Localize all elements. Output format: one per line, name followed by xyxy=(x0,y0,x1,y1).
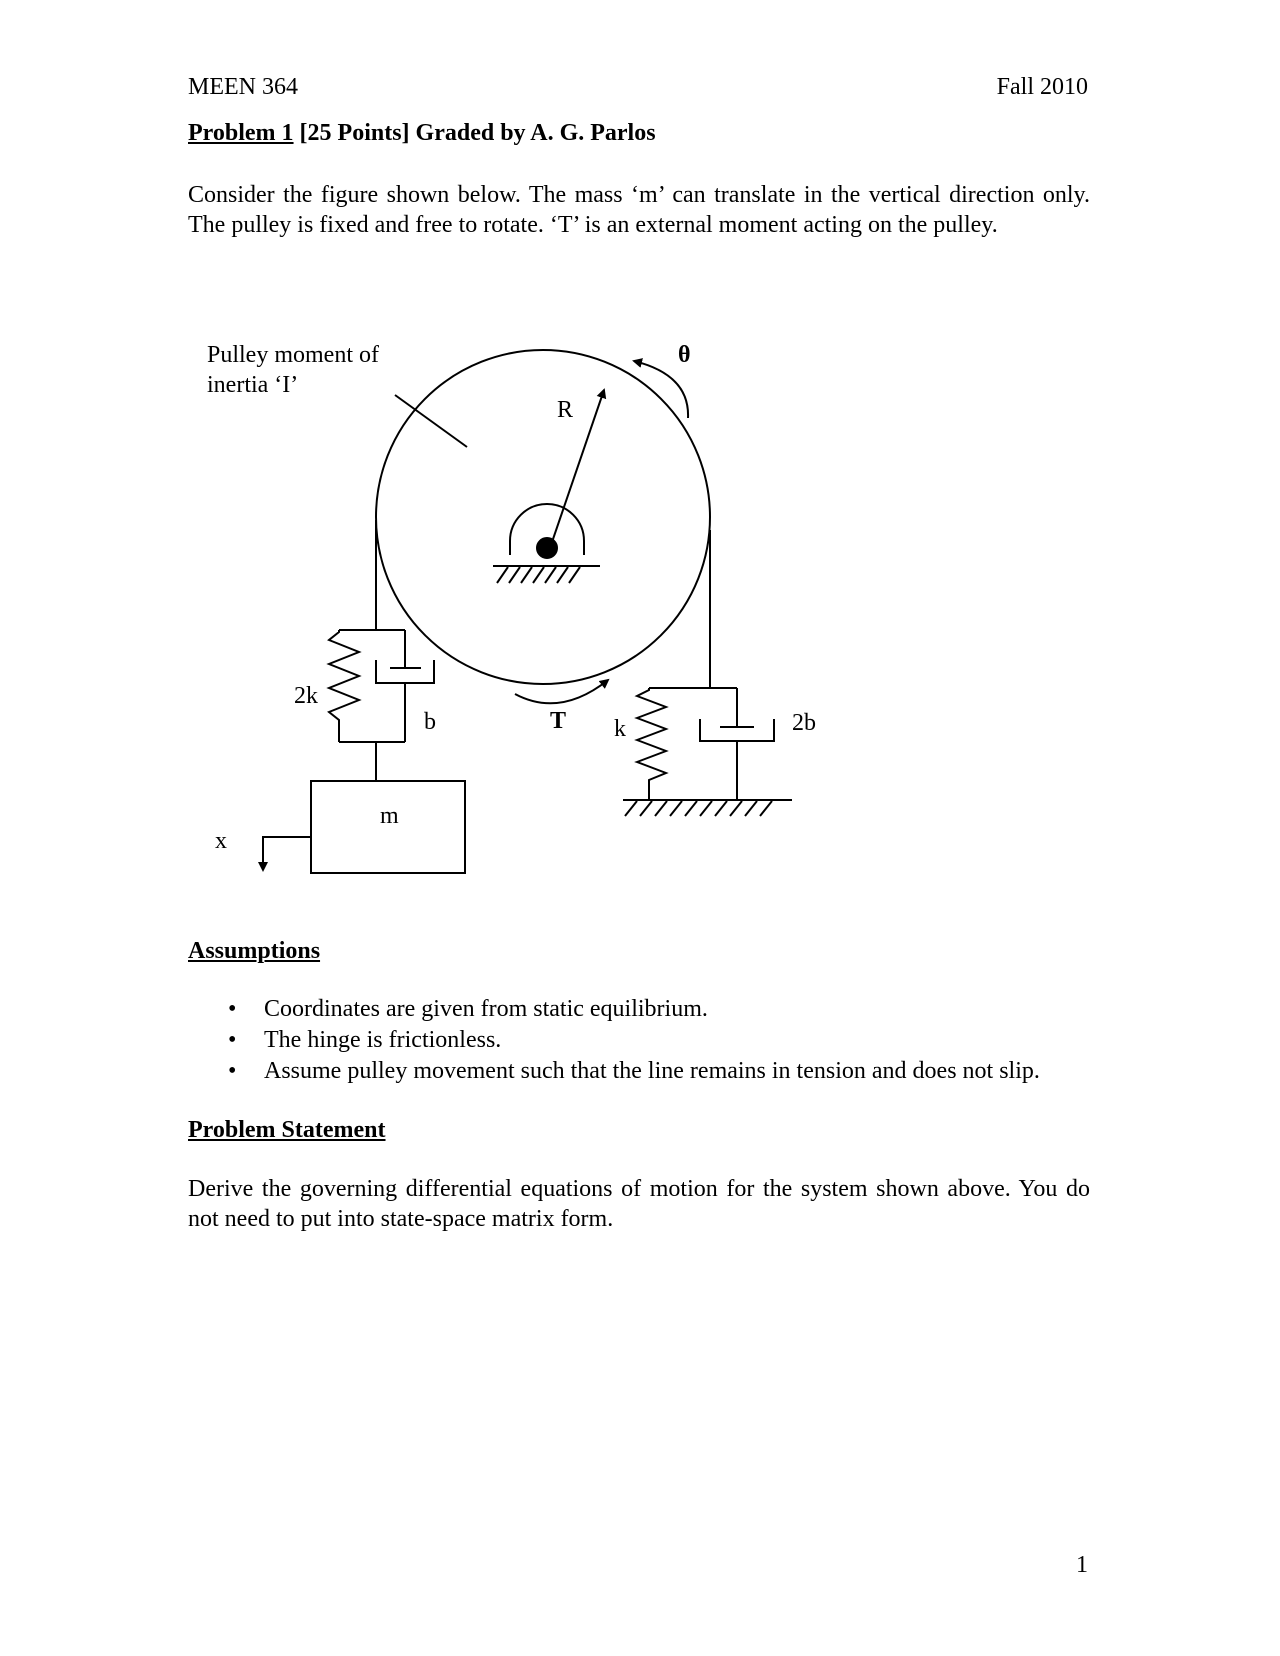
damper-b-label: b xyxy=(424,709,436,735)
assumptions-list xyxy=(228,994,1040,1087)
assumptions-heading: Assumptions xyxy=(188,938,321,964)
damper-2b-label: 2b xyxy=(792,710,816,736)
mass-label: m xyxy=(380,803,399,829)
x-label: x xyxy=(215,828,227,854)
assumption-item: • Coordinates are given from static equilibrium. xyxy=(228,994,1040,1025)
page-number: 1 xyxy=(1076,1552,1088,1578)
assumption-item: • The hinge is frictionless. xyxy=(228,1025,1040,1056)
torque-label: T xyxy=(550,708,567,734)
right-damper xyxy=(700,688,774,800)
problem-statement-text: Derive the governing differential equations of motion for the system shown above. You do not need to put into state-space matrix form. xyxy=(188,1176,1090,1232)
spring-k-label: k xyxy=(614,716,626,742)
radius-label: R xyxy=(557,397,574,423)
pulley-system-figure xyxy=(0,320,1280,900)
right-spring xyxy=(637,688,666,800)
problem-number: Problem 1 xyxy=(188,120,294,146)
right-ground xyxy=(623,800,792,816)
course-code: MEEN 364 xyxy=(188,74,298,100)
pulley-inertia-label-line1: Pulley moment of xyxy=(207,342,379,368)
problem-statement-heading: Problem Statement xyxy=(188,1117,386,1143)
term: Fall 2010 xyxy=(996,74,1088,100)
problem-intro: Consider the figure shown below. The mass ‘m’ can translate in the vertical direction only. The pulley is fixed and free to rotate. ‘T’ is an external moment acting on the pulley. xyxy=(188,182,1090,238)
spring-2k-label: 2k xyxy=(294,683,318,709)
left-spring xyxy=(329,630,359,742)
hinge-ground xyxy=(493,566,600,583)
problem-points-grader: [25 Points] Graded by A. G. Parlos xyxy=(293,120,656,146)
theta-arrow xyxy=(634,361,688,418)
pulley xyxy=(376,350,710,684)
x-displacement-arrow xyxy=(263,837,311,870)
hinge-pin xyxy=(537,538,557,558)
pulley-inertia-label-line2: inertia ‘I’ xyxy=(207,372,299,398)
problem-title xyxy=(188,120,656,147)
assumption-item: • Assume pulley movement such that the line remains in tension and does not slip. xyxy=(228,1056,1040,1087)
theta-label: θ xyxy=(678,342,691,368)
